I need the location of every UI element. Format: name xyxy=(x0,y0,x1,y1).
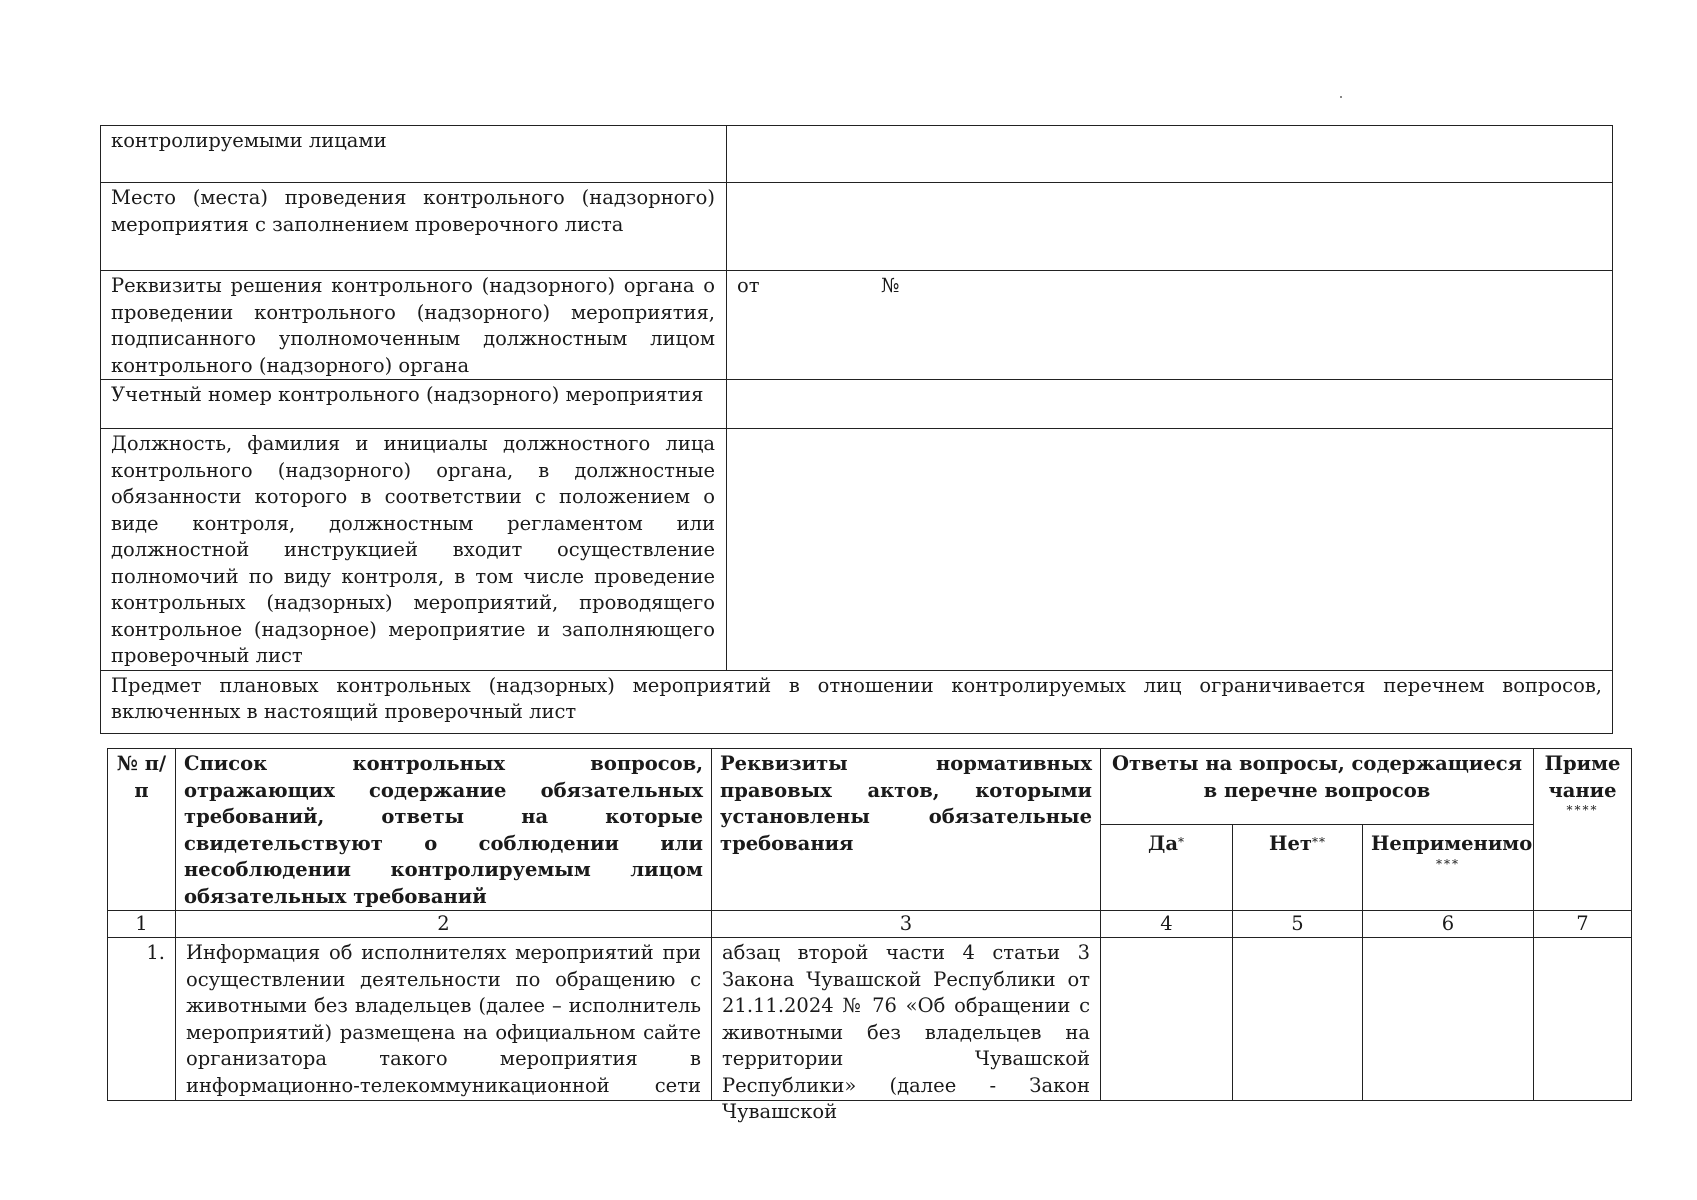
header-yes-footnote-mark: * xyxy=(1177,835,1185,850)
answer-yes-cell[interactable] xyxy=(1101,938,1233,1101)
checklist-table xyxy=(107,748,1632,1123)
header-questions: Список контрольных вопросов, отражающих содержание обязательных требований, ответы на которые свидетельствуют о соблюдении или несоблюдении контролируемым лицом обязательных требований xyxy=(176,749,712,911)
info-label: Учетный номер контрольного (надзорного) мероприятия xyxy=(101,380,727,429)
info-label: Реквизиты решения контрольного (надзорного) органа о проведении контрольного (надзорного) мероприятия, подписанного уполномоченным должностным лицом контрольного (надзорного) органа xyxy=(101,271,727,380)
checklist-header-row xyxy=(108,749,1632,825)
info-row-place xyxy=(101,183,1613,271)
header-requisites: Реквизиты нормативных правовых актов, которыми установлены обязательные требования xyxy=(712,749,1101,911)
column-number: 7 xyxy=(1534,911,1632,938)
info-row-subject xyxy=(101,670,1613,733)
decision-date-label: от xyxy=(737,274,760,297)
question-text: Информация об исполнителях мероприятий при осуществлении деятельности по обращению с животными без владельцев (далее – исполнитель мероприятий) размещена на официальном сайте организатора такого мероприятия в информационно-телекоммуникационной сети xyxy=(186,941,701,1097)
decision-number-label: № xyxy=(881,274,900,297)
row-number: 1. xyxy=(108,938,176,1101)
info-label: Должность, фамилия и инициалы должностного лица контрольного (надзорного) органа, в должностные обязанности которого в соответствии с положением о виде контроля, должностным регламентом или должностной инструкцией входит осуществление полномочий по виду контроля, в том числе проведение контрольных (надзорных) мероприятий, проводящего контрольное (надзорное) мероприятие и заполняющего проверочный лист xyxy=(101,429,727,671)
info-row-official xyxy=(101,429,1613,671)
column-number: 6 xyxy=(1363,911,1534,938)
header-na xyxy=(1363,825,1534,911)
header-no-label: Нет xyxy=(1269,832,1312,856)
header-answers: Ответы на вопросы, содержащиеся в перечне вопросов xyxy=(1101,749,1534,825)
header-no xyxy=(1233,825,1363,911)
header-no-footnote-mark: ** xyxy=(1311,835,1326,850)
info-value-field[interactable] xyxy=(727,183,1613,271)
answer-no-cell[interactable] xyxy=(1233,938,1363,1101)
answer-na-cell[interactable] xyxy=(1363,938,1534,1101)
info-value-field[interactable] xyxy=(727,126,1613,183)
header-na-footnote-mark: *** xyxy=(1436,856,1461,871)
info-value-field[interactable] xyxy=(727,429,1613,671)
header-yes xyxy=(1101,825,1233,911)
header-note-label: Приме чание xyxy=(1544,752,1621,802)
header-yes-label: Да xyxy=(1148,832,1178,856)
inspection-info-table xyxy=(100,125,1613,734)
column-number: 5 xyxy=(1233,911,1363,938)
column-number: 3 xyxy=(712,911,1101,938)
header-note xyxy=(1534,749,1632,911)
question-cell xyxy=(176,938,712,1101)
header-num: № п/п xyxy=(108,749,176,911)
header-na-label: Неприменимо xyxy=(1371,832,1533,856)
info-value-field[interactable] xyxy=(727,380,1613,429)
subject-note: Предмет плановых контрольных (надзорных) мероприятий в отношении контролируемых лиц ограничивается перечнем вопросов, включенных в настоящий проверочный лист xyxy=(101,670,1613,733)
scan-speck xyxy=(1340,96,1342,98)
note-cell[interactable] xyxy=(1534,938,1632,1101)
column-number: 4 xyxy=(1101,911,1233,938)
table-row xyxy=(108,938,1632,1101)
info-row-controlled-persons xyxy=(101,126,1613,183)
column-number: 2 xyxy=(176,911,712,938)
requisite-text: абзац второй части 4 статьи 3 Закона Чувашской Республики от 21.11.2024 № 76 «Об обращении с животными без владельцев на территории Чувашской Республики» (далее - Закон Чувашской xyxy=(722,941,1090,1123)
info-row-decision-requisites xyxy=(101,271,1613,380)
info-label: Место (места) проведения контрольного (надзорного) мероприятия с заполнением проверочного листа xyxy=(101,183,727,271)
info-label: контролируемыми лицами xyxy=(101,126,727,183)
header-note-footnote-mark: **** xyxy=(1566,803,1599,817)
column-number-row xyxy=(108,911,1632,938)
info-value-field[interactable] xyxy=(727,271,1613,380)
info-row-registration-number xyxy=(101,380,1613,429)
column-number: 1 xyxy=(108,911,176,938)
requisite-cell xyxy=(712,938,1101,1123)
